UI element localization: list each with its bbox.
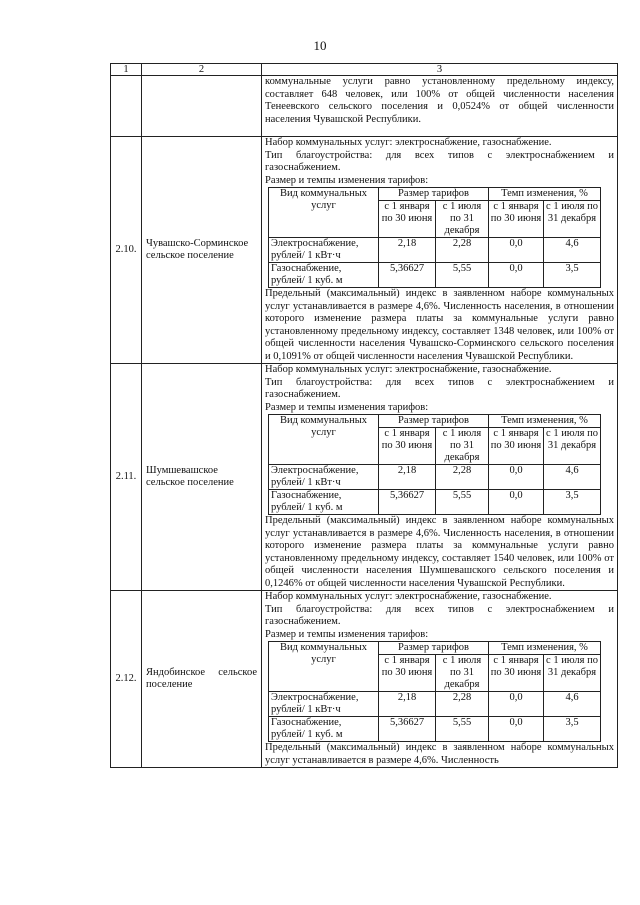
settlement-number: 2.12.: [111, 591, 142, 768]
improvement-text: Тип благоустройства: для всех типов с электроснабжением и газоснабжением.: [265, 149, 614, 173]
tariff-subtable: [268, 187, 601, 288]
settlement-name: Яндобинское сельское поселение: [142, 591, 262, 768]
gas-v2: 5,55: [436, 263, 489, 288]
col-1-header: 1: [111, 64, 142, 76]
gas-v3: 0,0: [489, 263, 544, 288]
period-4: с 1 июля по 31 декабря: [544, 201, 601, 238]
col-3-header: 3: [262, 64, 618, 76]
gas-v1: 5,36627: [379, 490, 436, 515]
services-text: Набор коммунальных услуг: электроснабжение, газоснабжение.: [265, 591, 552, 602]
settlement-row: [111, 364, 618, 591]
period-4: с 1 июля по 31 декабря: [544, 655, 601, 692]
electricity-v1: 2,18: [379, 465, 436, 490]
gas-row: [269, 717, 601, 742]
period-1: с 1 января по 30 июня: [379, 655, 436, 692]
settlement-details: [262, 591, 618, 768]
period-3: с 1 января по 30 июня: [489, 655, 544, 692]
period-1: с 1 января по 30 июня: [379, 201, 436, 238]
electricity-label: Электроснабжение, рублей/ 1 кВт·ч: [269, 692, 379, 717]
gas-label: Газоснабжение, рублей/ 1 куб. м: [269, 490, 379, 515]
services-text: Набор коммунальных услуг: электроснабжение, газоснабжение.: [265, 364, 552, 375]
electricity-v4: 4,6: [544, 238, 601, 263]
gas-label: Газоснабжение, рублей/ 1 куб. м: [269, 717, 379, 742]
gas-v2: 5,55: [436, 717, 489, 742]
settlement-name: Чувашско-Сорминское сельское поселение: [142, 137, 262, 364]
gas-row: [269, 490, 601, 515]
gas-row: [269, 263, 601, 288]
electricity-v4: 4,6: [544, 692, 601, 717]
settlement-details: [262, 137, 618, 364]
improvement-text: Тип благоустройства: для всех типов с электроснабжением и газоснабжением.: [265, 376, 614, 400]
size-header: Размер тарифов: [379, 415, 489, 428]
electricity-v1: 2,18: [379, 238, 436, 263]
gas-v4: 3,5: [544, 263, 601, 288]
subtable-header-row: [269, 642, 601, 655]
rate-header: Темп изменения, %: [489, 642, 601, 655]
period-4: с 1 июля по 31 декабря: [544, 428, 601, 465]
electricity-v3: 0,0: [489, 465, 544, 490]
rate-header: Темп изменения, %: [489, 188, 601, 201]
page-number: 10: [313, 38, 327, 53]
subtable-header-row: [269, 415, 601, 428]
tariffs-title: Размер и темпы изменения тарифов:: [265, 401, 429, 413]
gas-v3: 0,0: [489, 717, 544, 742]
settlement-row: [111, 137, 618, 364]
tariff-subtable: [268, 414, 601, 515]
tariffs-title: Размер и темпы изменения тарифов:: [265, 174, 429, 186]
continuation-row: [111, 76, 618, 137]
kind-header: Вид коммунальных услуг: [269, 415, 379, 465]
subtable-header-row: [269, 188, 601, 201]
size-header: Размер тарифов: [379, 642, 489, 655]
settlement-row: [111, 591, 618, 768]
period-1: с 1 января по 30 июня: [379, 428, 436, 465]
tariffs-title: Размер и темпы изменения тарифов:: [265, 628, 429, 640]
electricity-row: [269, 692, 601, 717]
electricity-v2: 2,28: [436, 238, 489, 263]
electricity-v2: 2,28: [436, 692, 489, 717]
tariff-table: [110, 63, 618, 768]
size-header: Размер тарифов: [379, 188, 489, 201]
gas-v1: 5,36627: [379, 717, 436, 742]
settlement-number: 2.10.: [111, 137, 142, 364]
electricity-v2: 2,28: [436, 465, 489, 490]
electricity-row: [269, 465, 601, 490]
services-text: Набор коммунальных услуг: электроснабжение, газоснабжение.: [265, 137, 552, 148]
gas-v3: 0,0: [489, 490, 544, 515]
col-2-header: 2: [142, 64, 262, 76]
period-2: с 1 июля по 31 декабря: [436, 428, 489, 465]
rate-header: Темп изменения, %: [489, 415, 601, 428]
index-text: Предельный (максимальный) индекс в заявленном наборе коммунальных услуг устанавливается в размере 4,6%. Численность населения, в отношении которого изменение размера платы за коммунальные услуги равно установленному предельному индексу, составляет 1540 человек, или 100% от общей численности населения Шумшевашского сельского поселения и 0,1246% от общей численности населения Чувашской Республики.: [265, 515, 614, 589]
electricity-v3: 0,0: [489, 238, 544, 263]
index-text: Предельный (максимальный) индекс в заявленном наборе коммунальных услуг устанавливается в размере 4,6%. Численность населения, в отношении которого изменение размера платы за коммунальные услуги равно установленному предельному индексу, составляет 1348 человек, или 100% от общей численности населения Чувашско-Сорминского сельского поселения и 0,1091% от общей численности населения Чувашской Республики.: [265, 288, 614, 362]
electricity-v1: 2,18: [379, 692, 436, 717]
index-text: Предельный (максимальный) индекс в заявленном наборе коммунальных услуг устанавливается в размере 4,6%. Численность: [265, 742, 614, 766]
gas-v4: 3,5: [544, 490, 601, 515]
gas-v4: 3,5: [544, 717, 601, 742]
electricity-label: Электроснабжение, рублей/ 1 кВт·ч: [269, 238, 379, 263]
electricity-v4: 4,6: [544, 465, 601, 490]
period-3: с 1 января по 30 июня: [489, 428, 544, 465]
settlement-number: 2.11.: [111, 364, 142, 591]
gas-v1: 5,36627: [379, 263, 436, 288]
settlement-name: Шумшевашское сельское поселение: [142, 364, 262, 591]
electricity-row: [269, 238, 601, 263]
gas-label: Газоснабжение, рублей/ 1 куб. м: [269, 263, 379, 288]
settlement-details: [262, 364, 618, 591]
electricity-label: Электроснабжение, рублей/ 1 кВт·ч: [269, 465, 379, 490]
period-2: с 1 июля по 31 декабря: [436, 655, 489, 692]
kind-header: Вид коммунальных услуг: [269, 188, 379, 238]
continuation-text: коммунальные услуги равно установленному предельному индексу, составляет 648 человек, или 100% от общей численности населения Тенеевского сельского поселения и 0,0524% от общей численности населения Чувашской Республики.: [265, 76, 614, 125]
electricity-v3: 0,0: [489, 692, 544, 717]
kind-header: Вид коммунальных услуг: [269, 642, 379, 692]
improvement-text: Тип благоустройства: для всех типов с электроснабжением и газоснабжением.: [265, 603, 614, 627]
gas-v2: 5,55: [436, 490, 489, 515]
period-2: с 1 июля по 31 декабря: [436, 201, 489, 238]
period-3: с 1 января по 30 июня: [489, 201, 544, 238]
column-number-row: [111, 64, 618, 76]
tariff-subtable: [268, 641, 601, 742]
